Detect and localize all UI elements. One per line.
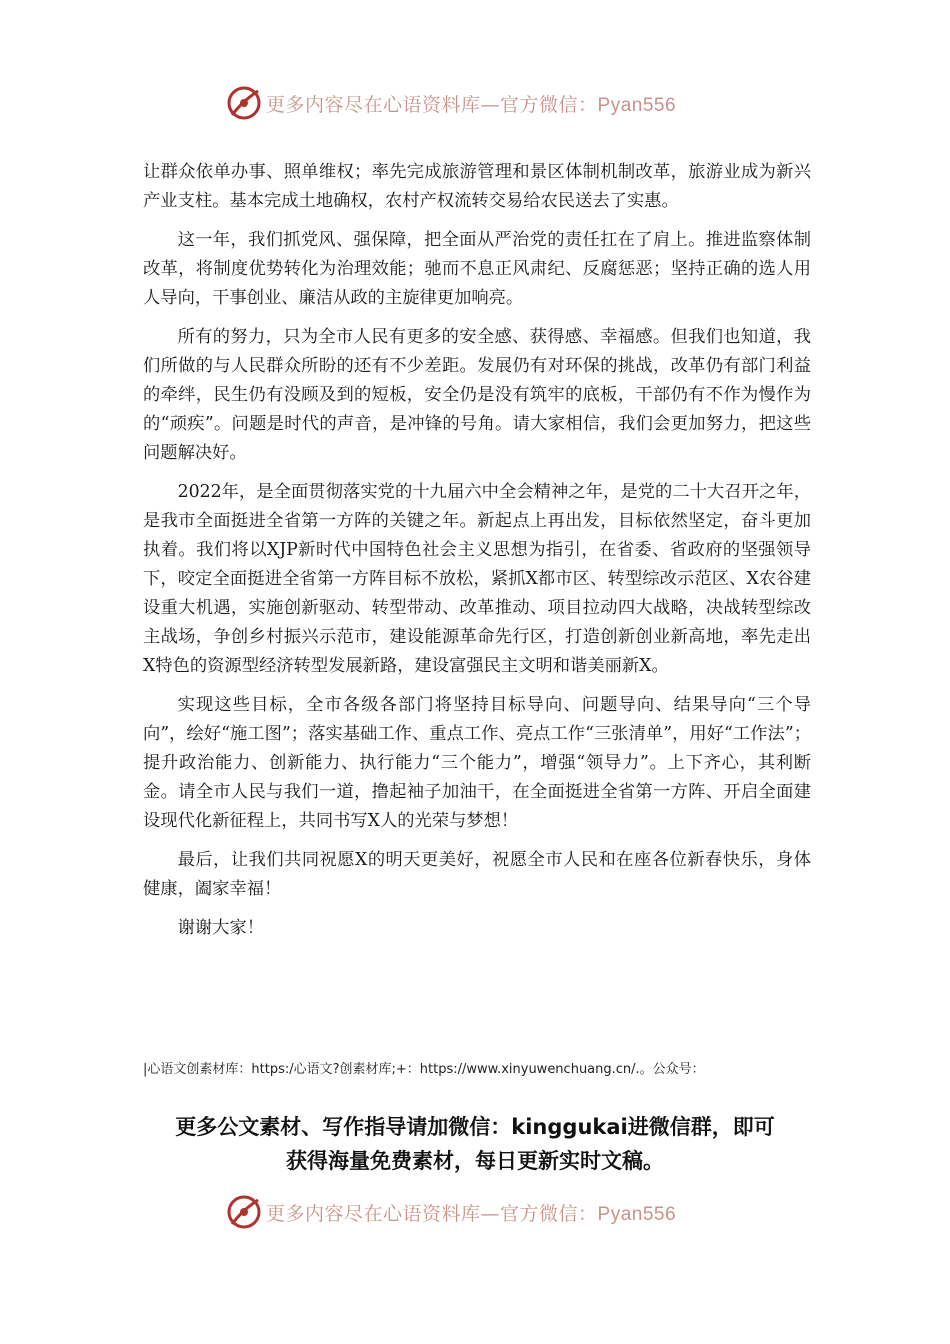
promo-line-2: 获得海量免费素材，每日更新实时文稿。: [286, 1149, 664, 1173]
banner-text: [266, 90, 676, 117]
banner-wechat-id: Pyan556: [597, 94, 677, 116]
paragraph: 实现这些目标，全市各级各部门将坚持目标导向、问题导向、结果导向“三个导向”，绘好“施工图”；落实基础工作、重点工作、亮点工作“三张清单”，用好“工作法”；提升政治能力、创新能力、执行能力“三个能力”，增强“领导力”。上下齐心，其利断金。请全市人民与我们一道，撸起袖子加油干，在全面挺进全省第一方阵、开启全面建设现代化新征程上，共同书写X人的光荣与梦想！: [143, 695, 811, 831]
paragraph: 最后，让我们共同祝愿X的明天更美好，祝愿全市人民和在座各位新春快乐，身体健康，阖家幸福！: [143, 850, 811, 899]
banner-label: 更多内容尽在心语资料库—官方微信：: [266, 93, 598, 116]
logo-icon: [226, 1194, 262, 1230]
banner-label: 更多内容尽在心语资料库—官方微信：: [266, 1202, 598, 1225]
banner-text: [266, 1199, 676, 1226]
banner-wechat-id: Pyan556: [597, 1203, 677, 1225]
promo-line-1: 更多公文素材、写作指导请加微信：kinggukai进微信群，即可: [175, 1115, 775, 1139]
paragraph: 2022年，是全面贯彻落实党的十九届六中全会精神之年，是党的二十大召开之年，是我市全面挺进全省第一方阵的关键之年。新起点上再出发，目标依然坚定，奋斗更加执着。我们将以XJP新时代中国特色社会主义思想为指引，在省委、省政府的坚强领导下，咬定全面挺进全省第一方阵目标不放松，紧抓X都市区、转型综改示范区、X农谷建设重大机遇，实施创新驱动、转型带动、改革推动、项目拉动四大战略，决战转型综改主战场，争创乡村振兴示范市，建设能源革命先行区，打造创新创业新高地，率先走出X特色的资源型经济转型发展新路，建设富强民主文明和谐美丽新X。: [143, 482, 811, 676]
paragraph: 谢谢大家！: [177, 918, 265, 938]
paragraph: 所有的努力，只为全市人民有更多的安全感、获得感、幸福感。但我们也知道，我们所做的与人民群众所盼的还有不少差距。发展仍有对环保的挑战，改革仍有部门利益的牵绊，民生仍有没顾及到的短板，安全仍是没有筑牢的底板，干部仍有不作为慢作为的“顽疾”。问题是时代的声音，是冲锋的号角。请大家相信，我们会更加努力，把这些问题解决好。: [143, 327, 811, 463]
footer-banner: [226, 1192, 676, 1232]
promo-block: [100, 1110, 850, 1178]
logo-icon: [226, 85, 262, 121]
source-line: |心语文创素材库：https:/心语文?创素材库;+：https://www.xinyuwenchuang.cn/.。公众号：: [143, 1062, 705, 1077]
header-banner: [226, 83, 676, 123]
document-body: [143, 158, 811, 953]
paragraph: 让群众依单办事、照单维权；率先完成旅游管理和景区体制机制改革，旅游业成为新兴产业支柱。基本完成土地确权，农村产权流转交易给农民送去了实惠。: [143, 162, 811, 211]
paragraph: 这一年，我们抓党风、强保障，把全面从严治党的责任扛在了肩上。推进监察体制改革，将制度优势转化为治理效能；驰而不息正风肃纪、反腐惩恶；坚持正确的选人用人导向，干事创业、廉洁从政的主旋律更加响亮。: [143, 230, 811, 308]
